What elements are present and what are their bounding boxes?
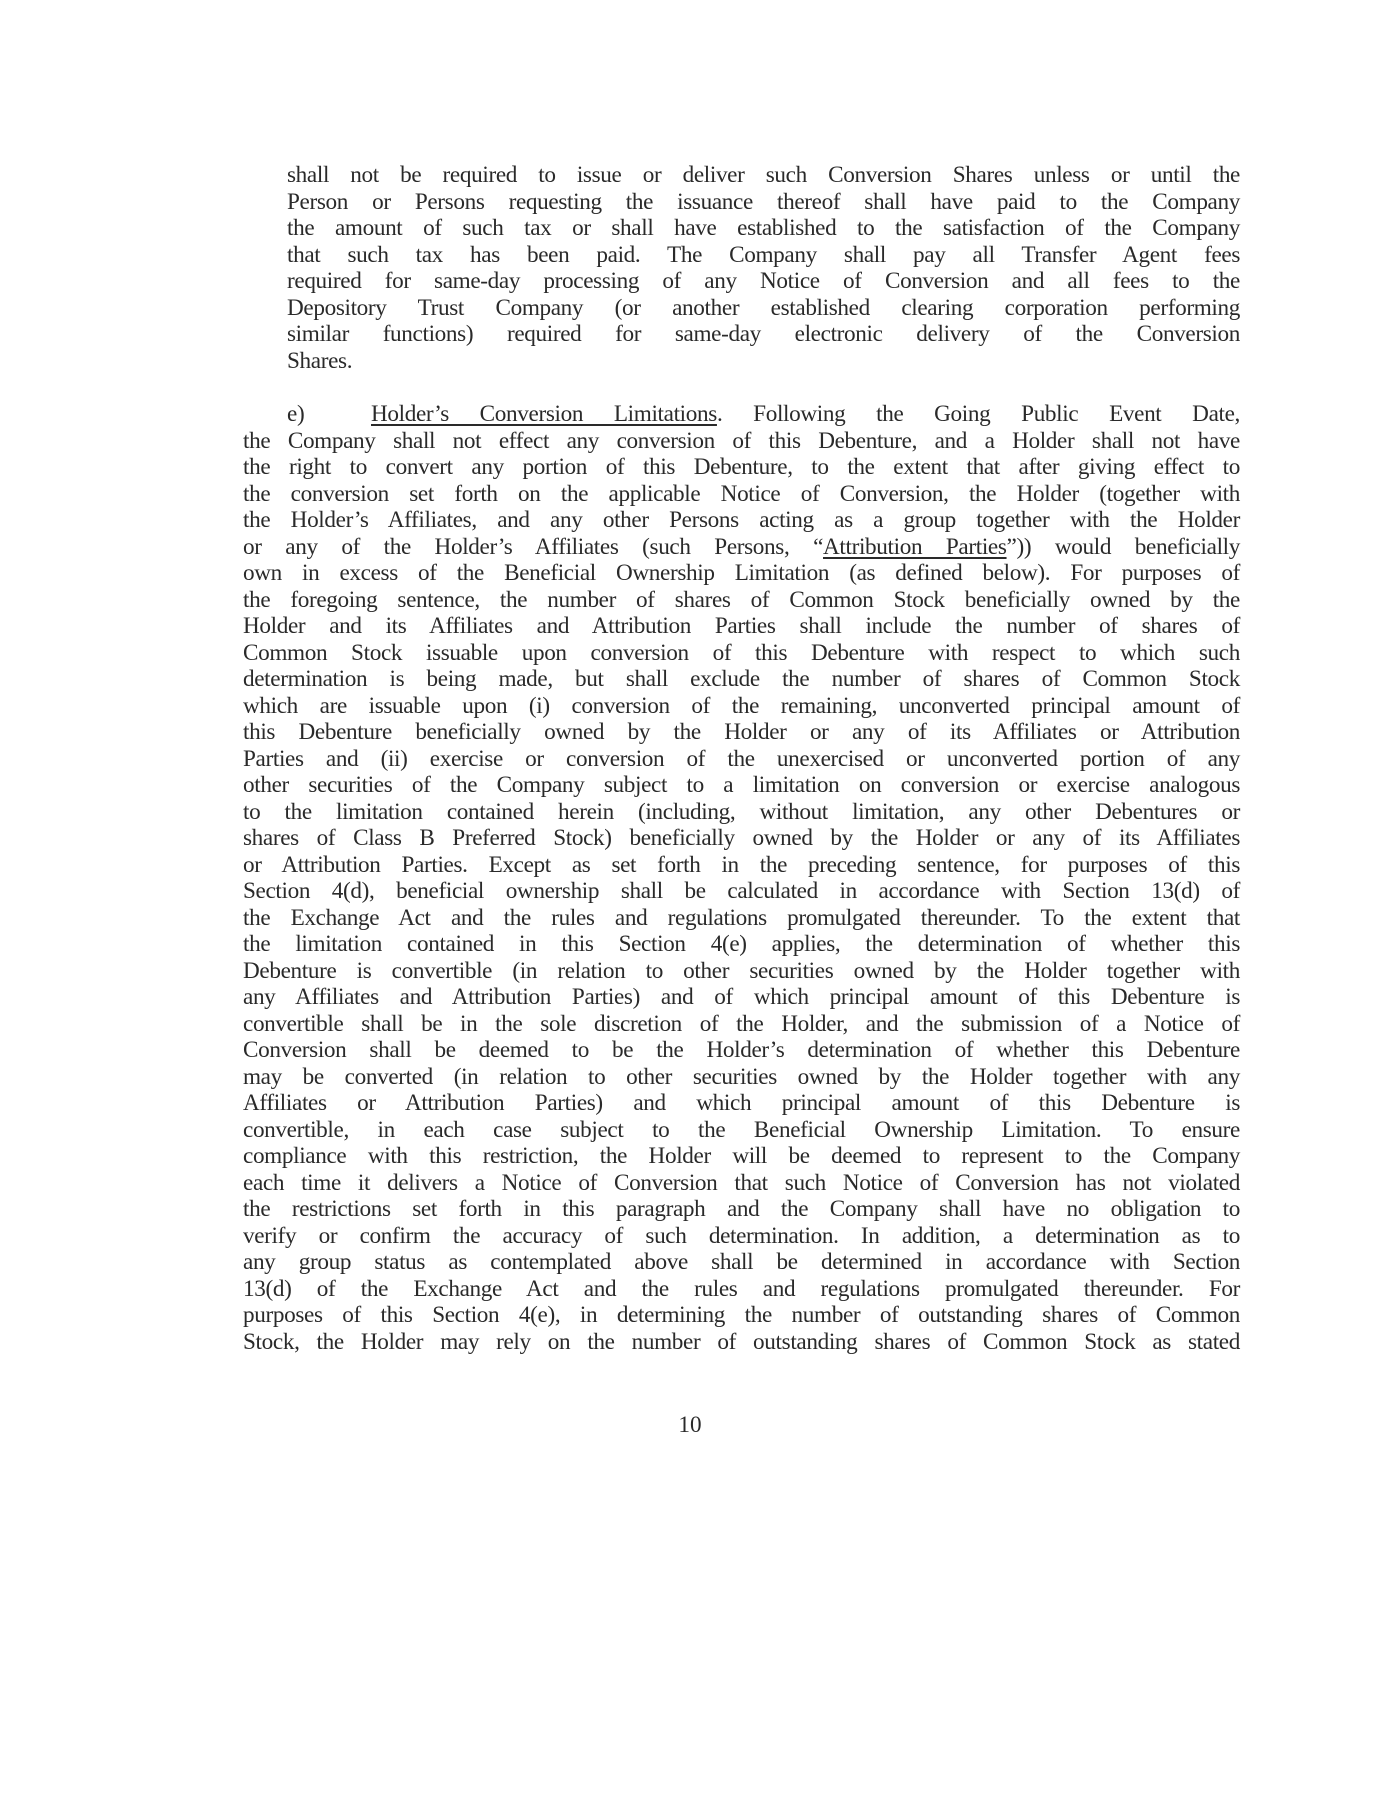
- text-line: any group status as contemplated above shall be determined in accordance with Section: [243, 1249, 1240, 1275]
- text-line: verify or confirm the accuracy of such determination. In addition, a determination as to: [243, 1222, 1240, 1249]
- text-line: compliance with this restriction, the Holder will be deemed to represent to the Company: [243, 1143, 1240, 1169]
- text-line: each time it delivers a Notice of Conversion that such Notice of Conversion has not violated: [243, 1169, 1240, 1196]
- text-line: shares of Class B Preferred Stock) beneficially owned by the Holder or any of its Affiliates: [243, 825, 1240, 851]
- text-line: purposes of this Section 4(e), in determining the number of outstanding shares of Common: [243, 1302, 1240, 1328]
- text-line: Holder and its Affiliates and Attribution Parties shall include the number of shares of: [243, 613, 1240, 639]
- text-line: which are issuable upon (i) conversion of the remaining, unconverted principal amount of: [243, 692, 1240, 719]
- text-line: the conversion set forth on the applicable Notice of Conversion, the Holder (together with: [243, 480, 1240, 507]
- text-line: Common Stock issuable upon conversion of this Debenture with respect to which such: [243, 639, 1240, 666]
- text-line: the limitation contained in this Section 4(e) applies, the determination of whether this: [243, 931, 1240, 957]
- section-heading: Holder’s Conversion Limitations: [371, 401, 717, 427]
- section-heading-line: [243, 401, 1240, 428]
- text-line: the Exchange Act and the rules and regulations promulgated thereunder. To the extent that: [243, 904, 1240, 931]
- text-line: Stock, the Holder may rely on the number of outstanding shares of Common Stock as stated: [243, 1328, 1240, 1355]
- defined-term-attribution-parties: Attribution Parties: [823, 533, 1007, 560]
- text-span: ”)) would beneficially: [1006, 533, 1240, 560]
- text-line: own in excess of the Beneficial Ownership Limitation (as defined below). For purposes of: [243, 560, 1240, 586]
- text-line: may be converted (in relation to other securities owned by the Holder together with any: [243, 1063, 1240, 1090]
- text-line: Shares.: [287, 347, 353, 374]
- text-line: the restrictions set forth in this paragraph and the Company shall have no obligation to: [243, 1196, 1240, 1222]
- text-line: shall not be required to issue or deliver such Conversion Shares unless or until the: [287, 162, 1240, 188]
- page-number: 10: [678, 1412, 702, 1438]
- text-line: or Attribution Parties. Except as set forth in the preceding sentence, for purposes of this: [243, 851, 1240, 878]
- text-line: Affiliates or Attribution Parties) and which principal amount of this Debenture is: [243, 1090, 1240, 1116]
- text-line: convertible, in each case subject to the Beneficial Ownership Limitation. To ensure: [243, 1116, 1240, 1143]
- text-line: the foregoing sentence, the number of shares of Common Stock beneficially owned by the: [243, 586, 1240, 613]
- text-span: or any of the Holder’s Affiliates (such Persons, “: [243, 533, 824, 560]
- text-line: any Affiliates and Attribution Parties) and of which principal amount of this Debenture is: [243, 984, 1240, 1010]
- section-enumerator: e): [287, 401, 305, 427]
- text-line: Depository Trust Company (or another established clearing corporation performing: [287, 294, 1240, 321]
- text-line: to the limitation contained herein (including, without limitation, any other Debentures or: [243, 798, 1240, 825]
- text-line: the Company shall not effect any conversion of this Debenture, and a Holder shall not have: [243, 427, 1240, 454]
- text-line: Debenture is convertible (in relation to other securities owned by the Holder together with: [243, 957, 1240, 984]
- text-line: the amount of such tax or shall have established to the satisfaction of the Company: [287, 215, 1240, 241]
- text-line: the right to convert any portion of this Debenture, to the extent that after giving effect to: [243, 454, 1240, 480]
- text-line: required for same-day processing of any Notice of Conversion and all fees to the: [287, 268, 1240, 294]
- text-line: determination is being made, but shall exclude the number of shares of Common Stock: [243, 666, 1240, 692]
- text-line: Conversion shall be deemed to be the Holder’s determination of whether this Debenture: [243, 1037, 1240, 1063]
- text-line: convertible shall be in the sole discretion of the Holder, and the submission of a Notice of: [243, 1010, 1240, 1037]
- text-line: 13(d) of the Exchange Act and the rules and regulations promulgated thereunder. For: [243, 1275, 1240, 1302]
- text-line: that such tax has been paid. The Company shall pay all Transfer Agent fees: [287, 241, 1240, 268]
- text-line: this Debenture beneficially owned by the Holder or any of its Affiliates or Attribution: [243, 719, 1240, 745]
- text-line: Person or Persons requesting the issuance thereof shall have paid to the Company: [287, 188, 1240, 215]
- text-line-defined-term: [243, 534, 1240, 561]
- text-line: other securities of the Company subject to a limitation on conversion or exercise analogous: [243, 772, 1240, 798]
- text-line: Parties and (ii) exercise or conversion of the unexercised or unconverted portion of any: [243, 745, 1240, 772]
- text-line: the Holder’s Affiliates, and any other Persons acting as a group together with the Holder: [243, 507, 1240, 533]
- text-span: . Following the Going Public Event Date,: [716, 401, 1240, 427]
- text-line: similar functions) required for same-day electronic delivery of the Conversion: [287, 321, 1240, 347]
- text-line: Section 4(d), beneficial ownership shall be calculated in accordance with Section 13(d) of: [243, 878, 1240, 904]
